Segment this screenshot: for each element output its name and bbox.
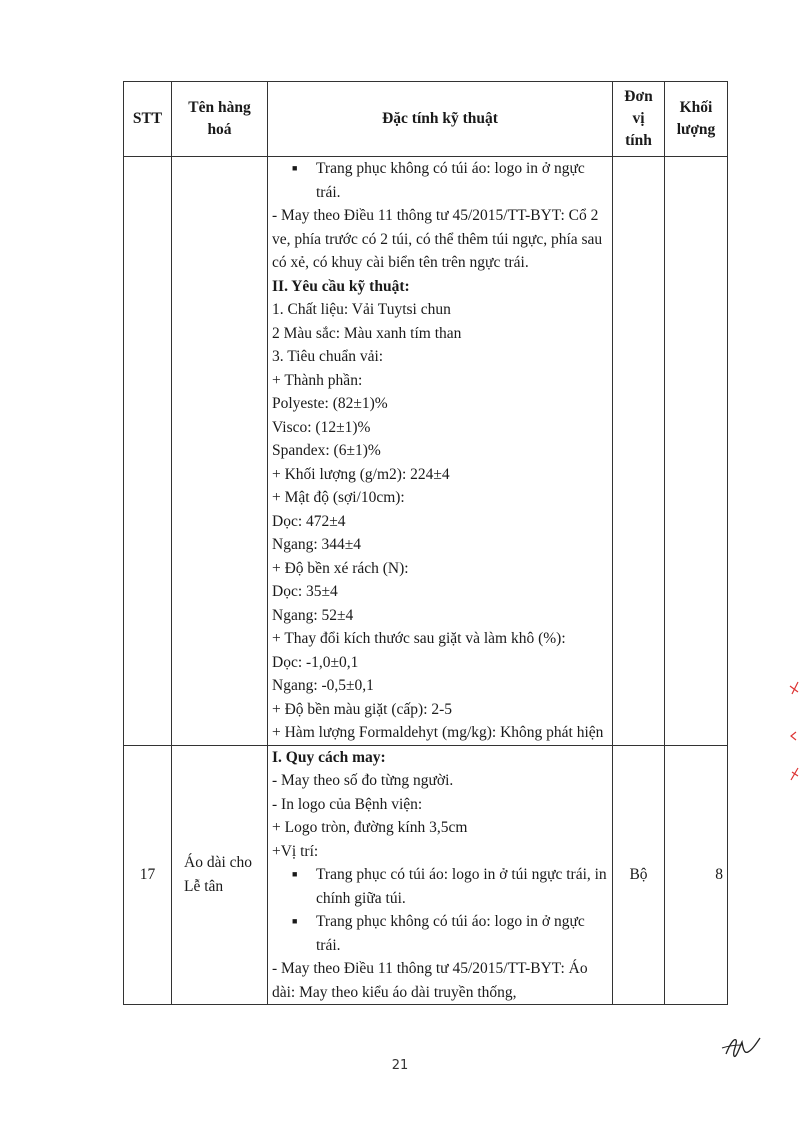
spec-line: Polyeste: (82±1)% <box>272 395 388 412</box>
spec-line: Visco: (12±1)% <box>272 418 371 436</box>
row2-unit-cell: Bộ <box>613 745 665 1005</box>
header-qty: Khối lượng <box>665 82 728 157</box>
row2-name-cell: Áo dài cho Lễ tân <box>172 745 268 1005</box>
spec-line: - May theo Điều 11 thông tư 45/2015/TT-BYT: Cổ 2 ve, phía trước có 2 túi, có thể thêm túi ngực, phía sau có xẻ, có khuy cài biển tên trên ngực trái. <box>272 207 603 271</box>
row2-qty-cell: 8 <box>665 745 728 1005</box>
table-row <box>124 745 728 1005</box>
spec-line: 2 Màu sắc: Màu xanh tím than <box>272 324 462 342</box>
spec-line: + Logo tròn, đường kính 3,5cm <box>272 819 468 836</box>
spec-line: - May theo Điều 11 thông tư 45/2015/TT-BYT: Áo dài: May theo kiểu áo dài truyền thống, <box>272 960 588 1001</box>
spec-line: + Độ bền màu giặt (cấp): 2-5 <box>272 700 453 718</box>
bullet-item <box>272 910 608 957</box>
spec-line: Dọc: 472±4 <box>272 512 346 530</box>
bullet-text: Trang phục không có túi áo: logo in ở ngực trái. <box>316 913 585 954</box>
table-header-row <box>124 82 728 157</box>
row1-stt-cell <box>124 157 172 746</box>
row1-name-cell <box>172 157 268 746</box>
spec-line: Dọc: 35±4 <box>272 583 338 600</box>
section-heading: II. Yêu cầu kỹ thuật: <box>272 277 410 295</box>
square-bullet-icon: ■ <box>292 916 298 926</box>
bullet-item <box>272 157 608 204</box>
row1-unit-cell <box>613 157 665 746</box>
spec-line: 3. Tiêu chuẩn vải: <box>272 348 384 365</box>
spec-line: + Thay đổi kích thước sau giặt và làm khô (%): <box>272 630 566 647</box>
stamp-edge-marks <box>788 680 800 790</box>
row2-stt-cell: 17 <box>124 745 172 1005</box>
square-bullet-icon: ■ <box>292 163 298 173</box>
spec-line: - In logo của Bệnh viện: <box>272 795 423 813</box>
spec-line: Ngang: -0,5±0,1 <box>272 677 374 694</box>
spec-table <box>123 81 728 1005</box>
spec-line: + Mật độ (sợi/10cm): <box>272 489 405 506</box>
spec-line: + Thành phần: <box>272 371 363 389</box>
bullet-text: Trang phục có túi áo: logo in ở túi ngực trái, in chính giữa túi. <box>316 866 607 907</box>
square-bullet-icon: ■ <box>292 869 298 879</box>
page-number: 21 <box>391 1058 409 1073</box>
spec-line: + Độ bền xé rách (N): <box>272 559 409 577</box>
spec-line: +Vị trí: <box>272 842 319 860</box>
bullet-text: Trang phục không có túi áo: logo in ở ngực trái. <box>316 160 585 201</box>
spec-line: Ngang: 344±4 <box>272 536 362 553</box>
spec-line: Ngang: 52±4 <box>272 606 354 624</box>
row1-spec-cell <box>268 157 613 746</box>
spec-line: 1. Chất liệu: Vải Tuytsi chun <box>272 301 451 318</box>
spec-line: + Khối lượng (g/m2): 224±4 <box>272 465 450 483</box>
spec-line: - May theo số đo từng người. <box>272 772 454 789</box>
spec-line: Spandex: (6±1)% <box>272 442 381 459</box>
spec-line: + Hàm lượng Formaldehyt (mg/kg): Không phát hiện <box>272 724 604 741</box>
row2-spec-cell <box>268 745 613 1005</box>
header-stt: STT <box>124 82 172 157</box>
header-spec: Đặc tính kỹ thuật <box>268 82 613 157</box>
row1-qty-cell <box>665 157 728 746</box>
table-row <box>124 157 728 746</box>
bullet-item <box>272 863 608 910</box>
spec-line: Dọc: -1,0±0,1 <box>272 653 359 671</box>
signature-icon <box>720 1030 764 1064</box>
header-unit: Đơn vị tính <box>613 82 665 157</box>
header-name: Tên hàng hoá <box>172 82 268 157</box>
section-heading: I. Quy cách may: <box>272 748 386 766</box>
